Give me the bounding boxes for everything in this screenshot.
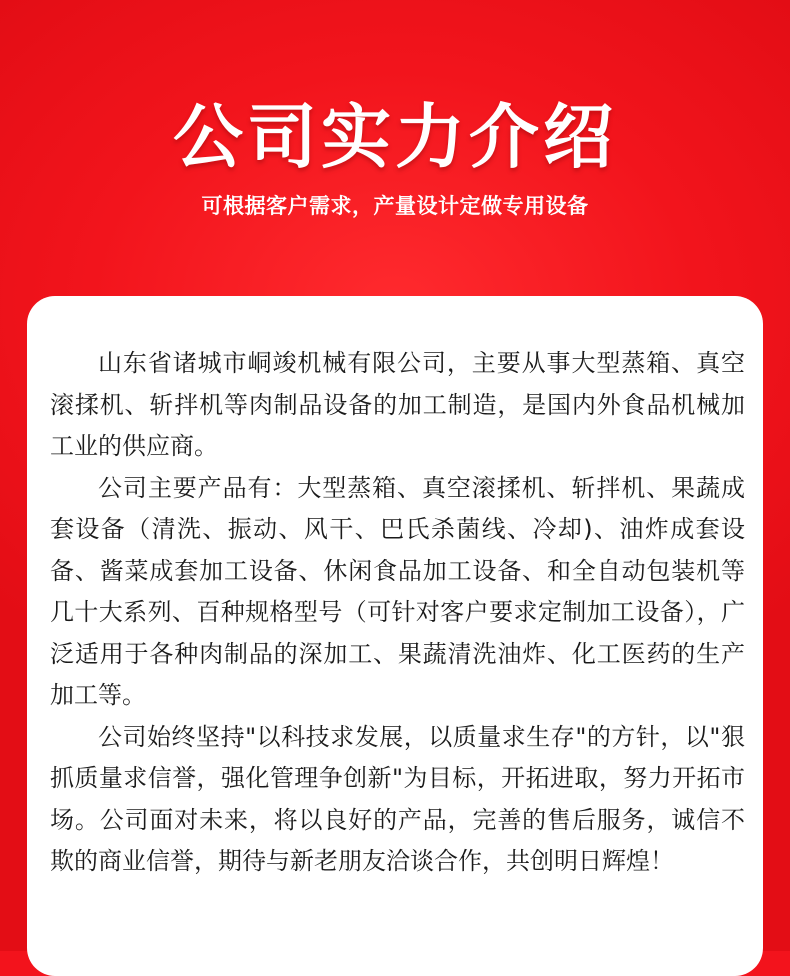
company-description	[50, 343, 745, 883]
paragraph-philosophy: 公司始终坚持"以科技求发展，以质量求生存"的方针，以"狠抓质量求信誉，强化管理争创新"为目标，开拓进取，努力开拓市场。公司面对未来，将以良好的产品，完善的售后服务，诚信不欺的商业信誉，期待与新老朋友洽谈合作，共创明日辉煌！	[50, 722, 745, 875]
page-title: 公司实力介绍	[173, 96, 617, 178]
page-subtitle: 可根据客户需求，产量设计定做专用设备	[201, 194, 589, 218]
paragraph-business: 山东省诸城市峒竣机械有限公司，主要从事大型蒸箱、真空滚揉机、斩拌机等肉制品设备的加工制造，是国内外食品机械加工业的供应商。	[50, 349, 745, 460]
paragraph-products: 公司主要产品有：大型蒸箱、真空滚揉机、斩拌机、果蔬成套设备（清洗、振动、风干、巴氏杀菌线、冷却)、油炸成套设备、酱菜成套加工设备、休闲食品加工设备、和全自动包装机等几十大系列、百种规格型号（可针对客户要求定制加工设备），广泛适用于各种肉制品的深加工、果蔬清洗油炸、化工医药的生产加工等。	[50, 473, 745, 709]
